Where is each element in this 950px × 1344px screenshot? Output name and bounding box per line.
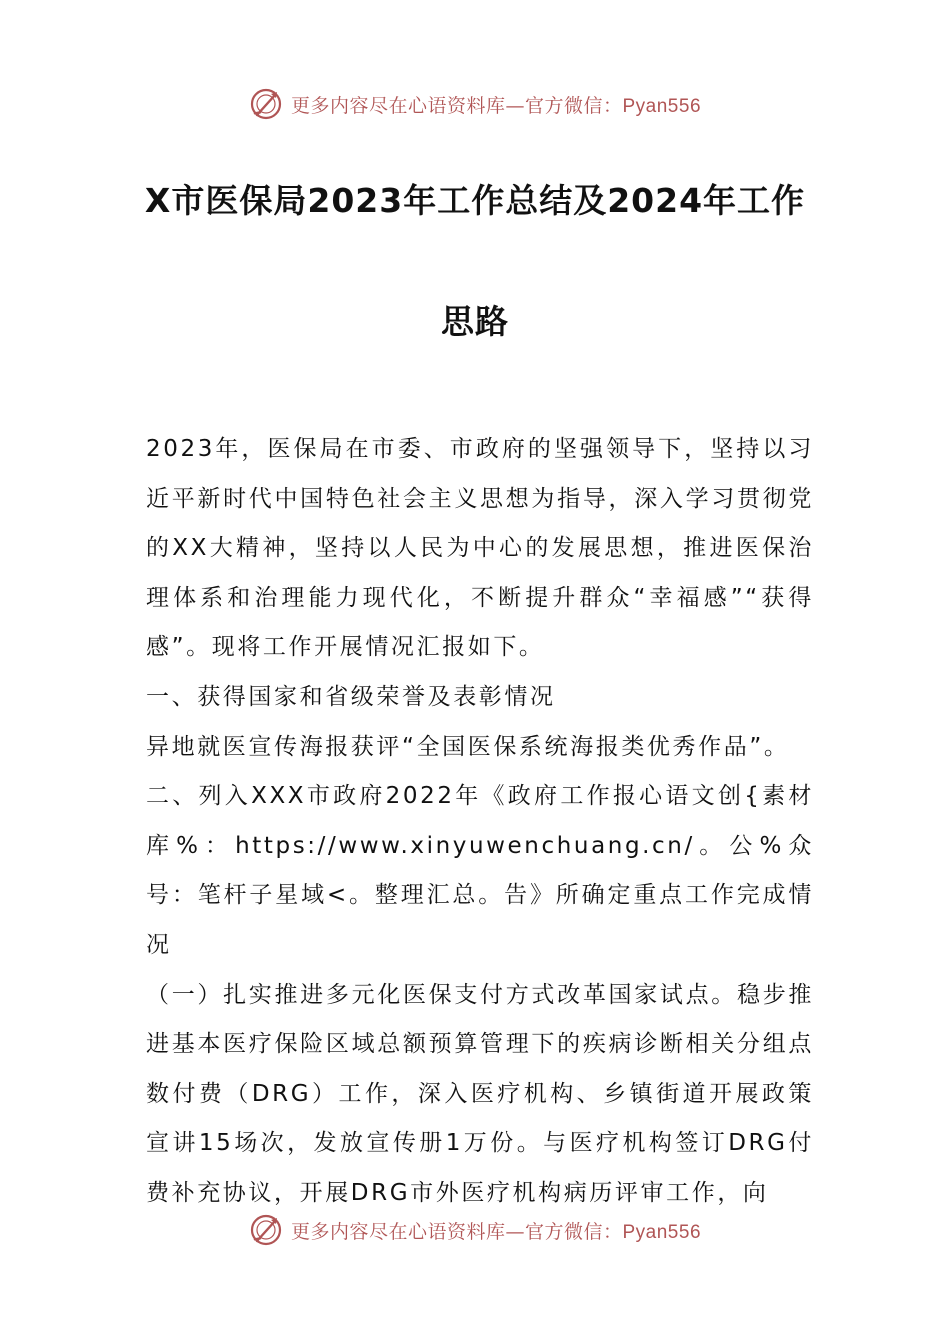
watermark-text: 更多内容尽在心语资料库—官方微信：Pyan556	[290, 94, 702, 117]
section-heading-1: 一、获得国家和省级荣誉及表彰情况	[146, 683, 556, 710]
watermark-text: 更多内容尽在心语资料库—官方微信：Pyan556	[290, 1220, 702, 1243]
document-body	[146, 425, 814, 1219]
document-title-line2: 思路	[441, 302, 509, 341]
pen-logo-icon	[249, 1213, 283, 1247]
intro-paragraph: 2023年，医保局在市委、市政府的坚强领导下，坚持以习近平新时代中国特色社会主义思想为指导，深入学习贯彻党的XX大精神，坚持以人民为中心的发展思想，推进医保治理体系和治理能力现代化，不断提升群众“幸福感”“获得感”。现将工作开展情况汇报如下。	[146, 436, 814, 661]
watermark-wechat-id: Pyan556	[622, 95, 702, 117]
watermark-header	[0, 84, 950, 124]
watermark-footer	[0, 1210, 950, 1250]
pen-logo-icon	[249, 87, 283, 121]
section-heading-2: 二、列入XXX市政府2022年《政府工作报心语文创{素材库%：https://www.xinyuwenchuang.cn/。公%众号：笔杆子星域<。整理汇总。告》所确定重点工作完成情况	[146, 783, 814, 958]
document-title-line1: X市医保局2023年工作总结及2024年工作	[144, 181, 806, 220]
watermark-wechat-id: Pyan556	[622, 1221, 702, 1243]
body-paragraph: （一）扎实推进多元化医保支付方式改革国家试点。稳步推进基本医疗保险区域总额预算管理下的疾病诊断相关分组点数付费（DRG）工作，深入医疗机构、乡镇街道开展政策宣讲15场次，发放宣传册1万份。与医疗机构签订DRG付费补充协议，开展DRG市外医疗机构病历评审工作，向	[146, 981, 814, 1206]
body-paragraph: 异地就医宣传海报获评“全国医保系统海报类优秀作品”。	[146, 733, 790, 760]
